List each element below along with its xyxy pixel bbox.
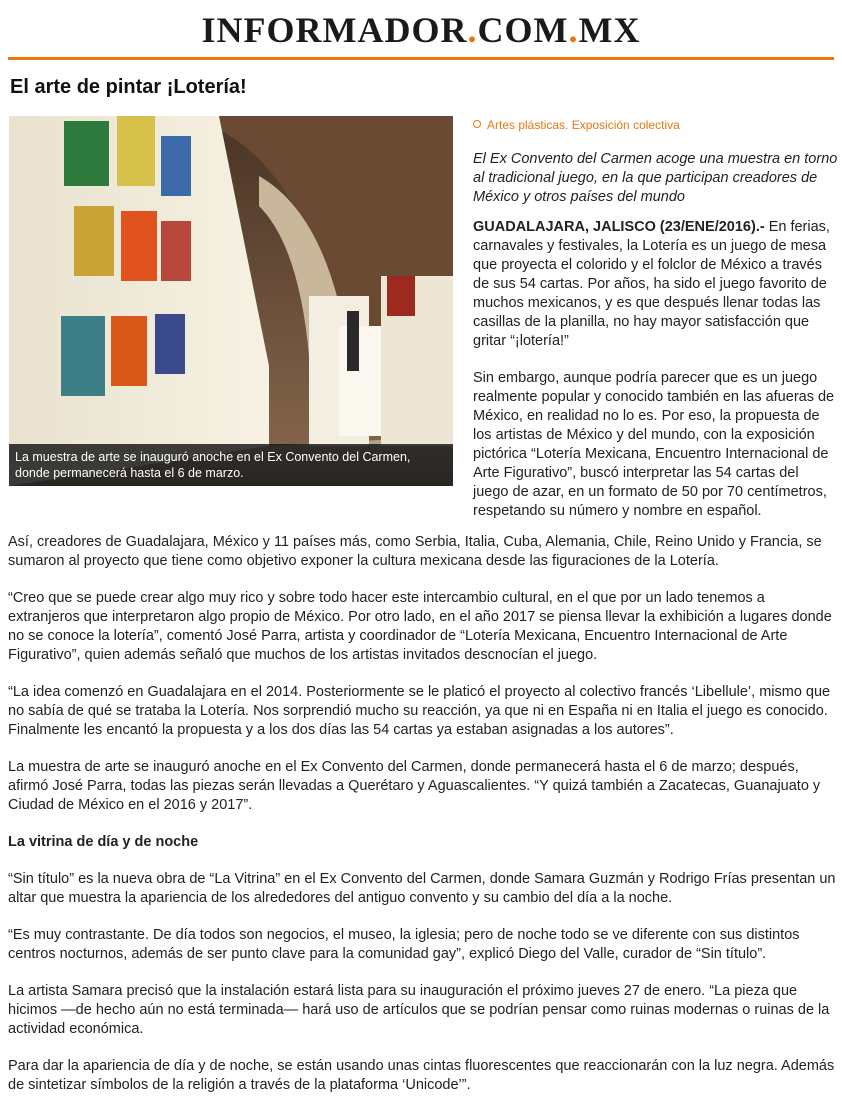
paragraph-7: “Sin título” es la nueva obra de “La Vitrina” en el Ex Convento del Carmen, donde Samara Guzmán y Rodrigo Frías presentan un altar que muestra la apariencia de los alrededores del antiguo convento y su cambio del día a la noche. [8, 871, 836, 906]
article-body [8, 533, 838, 1113]
article-lead: El Ex Convento del Carmen acoge una muestra en torno al tradicional juego, en la que participan creadores de México y otros países del mundo [473, 151, 838, 205]
paragraph-2: Sin embargo, aunque podría parecer que es un juego realmente popular y conocido también en las afueras de México, en realidad no lo es. Por eso, la propuesta de los artistas de México y del mundo, con la exposición pictórica “Lotería Mexicana, Encuentro Internacional de Arte Figurativo”, buscó interpretar las 54 cartas del juego de azar, en un formato de 50 por 70 centímetros, respetando su número y nombre en español. [473, 370, 835, 519]
paragraph-1-text: En ferias, carnavales y festivales, la Lotería es un juego de mesa que proyecta el colorido y el folclor de México a través de sus 54 cartas. Por años, ha sido el juego favorito de muchos mexicanos, y es que después llenar todas las casillas de la planilla, no hay mayor satisfacción que gritar “¡lotería!” [473, 219, 830, 349]
side-column-text [473, 218, 835, 539]
paragraph-6: La muestra de arte se inauguró anoche en el Ex Convento del Carmen, donde permanecerá hasta el 6 de marzo; después, afirmó José Parra, todas las piezas serán llevadas a Querétaro y Aguascalientes. “Y quizá también a Zacatecas, Guanajuato y Ciudad de México en el 2016 y 2017”. [8, 759, 821, 813]
dateline: GUADALAJARA, JALISCO (23/ENE/2016).- [473, 219, 765, 235]
article-subhead: La vitrina de día y de noche [8, 834, 199, 850]
logo-dot-2: . [568, 10, 579, 50]
section-tag-label: Artes plásticas. Exposición colectiva [487, 118, 680, 132]
masthead [0, 0, 842, 62]
logo-main: INFORMADOR [201, 10, 468, 50]
header-rule [8, 57, 834, 60]
site-logo[interactable] [0, 8, 842, 52]
paragraph-4: “Creo que se puede crear algo muy rico y sobre todo hacer este intercambio cultural, en el que por un lado tenemos a extranjeros que interpretaron algo propio de México. Por otro lado, en el año 2017 se piensa llevar la exhibición a lugares donde no se conoce la lotería”, comentó José Parra, artista y coordinador de “Lotería Mexicana, Encuentro Internacional de Arte Figurativo”, quien además señaló que muchos de los artistas invitados descnocían el juego. [8, 590, 832, 663]
logo-com: COM [477, 10, 569, 50]
article-photo [9, 116, 453, 486]
circle-bullet-icon [473, 120, 481, 128]
paragraph-10: Para dar la apariencia de día y de noche, se están usando unas cintas fluorescentes que reaccionarán con la luz negra. Además de sintetizar símbolos de la religión a través de la plataforma ‘Unicode’”. [8, 1058, 835, 1093]
logo-dot: . [467, 10, 478, 50]
paragraph-1 [473, 218, 835, 351]
logo-mx: MX [578, 10, 641, 50]
paragraph-8: “Es muy contrastante. De día todos son negocios, el museo, la iglesia; pero de noche todo se ve diferente con sus distintos centros nocturnos, además de ser punto clave para la comunidad gay”, explicó Diego del Valle, curador de “Sin título”. [8, 927, 800, 962]
article-headline: El arte de pintar ¡Lotería! [10, 76, 247, 98]
paragraph-3: Así, creadores de Guadalajara, México y 11 países más, como Serbia, Italia, Cuba, Alemania, Chile, Reino Unido y Francia, se sumaron al proyecto que tiene como objetivo exponer la cultura mexicana desde las figuraciones de la Lotería. [8, 534, 822, 569]
paragraph-5: “La idea comenzó en Guadalajara en el 2014. Posteriormente se le platicó el proyecto al colectivo francés ‘Libellule’, mismo que no sabía de qué se trataba la Lotería. Nos sorprendió mucho su reacción, ya que ni en España ni en Italia el juego es conocido. Finalmente les encantó la propuesta y a los dos días las 54 cartas ya estaban asignadas a los autores”. [8, 684, 831, 738]
photo-caption: La muestra de arte se inauguró anoche en el Ex Convento del Carmen, donde permanecerá hasta el 6 de marzo. [9, 444, 453, 486]
paragraph-9: La artista Samara precisó que la instalación estará lista para su inauguración el próximo jueves 27 de enero. “La pieza que hicimos —de hecho aún no está terminada— hará uso de artículos que se podrían pensar como ruinas modernas o ruinas de la actividad económica. [8, 983, 830, 1037]
gallery-illustration [9, 116, 453, 486]
section-tag-link[interactable] [473, 118, 680, 132]
